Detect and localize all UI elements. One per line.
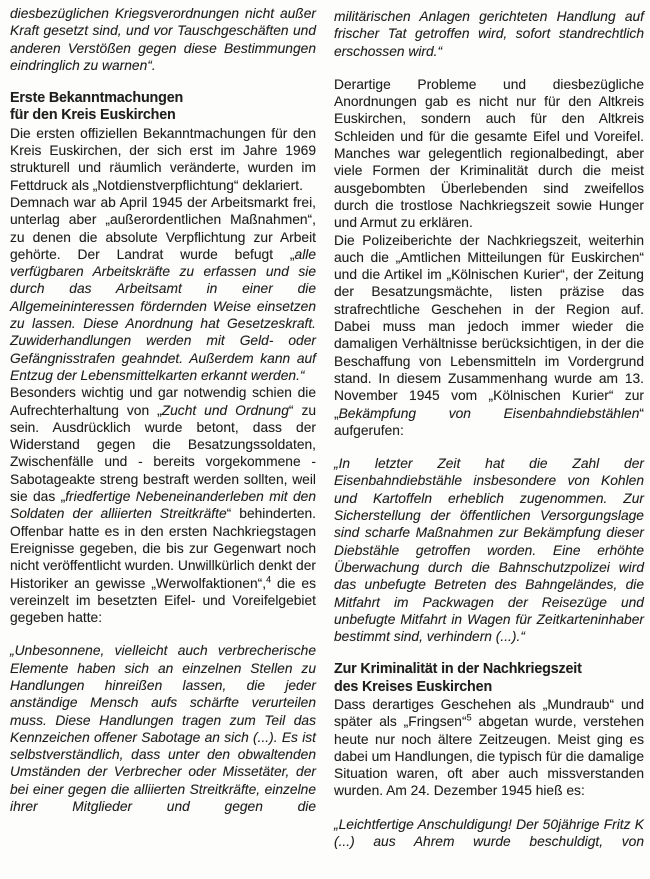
- inline-quote: Bekämpfung von Eisenbahndiebstählen: [338, 405, 640, 421]
- body-paragraph: [334, 696, 644, 800]
- inline-quote: Zucht und Ordnung: [161, 402, 289, 418]
- right-column: [334, 5, 644, 879]
- block-quote: „Unbesonnene, vielleicht auch verbrecherische Elemente haben sich an einzelnen Stellen zu Handlungen hinreißen lassen, die jeder anständige Mensch aufs schärfte verurteilen muss. Diese Handlungen tragen zum Teil das Kennzeichen offener Sabotage an sich (...). Es ist selbstverständlich, dass unter den obwaltenden Umständen der Verbrecher oder Missetäter, der bei einer gegen die alliierten Streitkräfte, einzelne ihrer Mitglieder und gegen die: [10, 643, 316, 815]
- body-paragraph: Die ersten offiziellen Bekanntmachungen für den Kreis Euskirchen, der sich erst im Jahre 1969 strukturell und räumlich veränderte, wurden im Fettdruck als „Notdienstverpflichtung“ deklariert.: [10, 125, 316, 193]
- paragraph-text: Besonders wichtig und gar notwendig schien die Aufrechterhaltung von „: [10, 385, 316, 418]
- body-paragraph: [10, 194, 316, 384]
- body-paragraph: [334, 232, 644, 440]
- paragraph-text: “ zu sein. Ausdrücklich wurde betont, dass der Widerstand gegen die Besatzungssoldaten, Zwischenfälle und - bereits vorgekommene - Sabotageakte streng bestraft werden sollten, weil sie das „: [10, 402, 317, 505]
- inline-quote: friedfertige Nebeneinanderleben mit den Soldaten der alliierten Streitkräfte: [10, 489, 316, 522]
- block-quote: „Leichtfertige Anschuldigung! Der 50jährige Fritz K (...) aus Ahrem wurde beschuldigt, von: [334, 816, 644, 850]
- quote-continuation: militärischen Anlagen gerichteten Handlung auf frischer Tat getroffen wird, sofort standrechtlich erschossen wird.“: [334, 9, 644, 59]
- block-quote: „In letzter Zeit hat die Zahl der Eisenbahndiebstähle insbesondere von Kohlen und Kartoffeln erheblich zugenommen. Zur Sicherstellung der öffentlichen Versorgungslage sind scharfe Maßnahmen zur Bekämpfung dieser Diebstähle getroffen worden. Eine erhöhte Überwachung durch die Bahnschutzpolizei wird das unbefugte Betreten des Bahngeländes, die Mitfahrt im Packwagen der Reisezüge und unbefugte Mitfahrt in Wagen für Zeitkarteninhaber bestimmt sind, verhindern (...).“: [334, 456, 644, 645]
- paragraph-text: Die Polizeiberichte der Nachkriegszeit, weiterhin auch die „Amtlichen Mitteilungen für Euskirchen“ und die Artikel im „Kölnischen Kurier“, der Zeitung der Besatzungsmächte, listen präzise das strafrechtliche Geschehen in der Region auf. Dabei muss man jedoch immer wieder die damaligen Verhältnisse berücksichtigen, in der die Beschaffung von Lebensmitteln im Vordergrund stand. In diesem Zusammenhang wurde am 13. November 1945 vom „Kölnischen Kurier“ zur „: [334, 232, 644, 421]
- paragraph-text: die es vereinzelt im besetzten Eifel- und Voreifelgebiet gegeben hatte:: [10, 575, 316, 626]
- paragraph-text: abgetan wurde, verstehen heute nur noch ältere Zeitzeugen. Meist ging es dabei um Handlungen, die typisch für die damalige Situation waren, oft aber auch missverstanden wurden. Am 24. Dezember 1945 hieß es:: [334, 714, 644, 799]
- quote-continuation: diesbezüglichen Kriegsverordnungen nicht außer Kraft gesetzt sind, und vor Tauschgeschäften und anderen Verstößen gegen diese Bestimmungen eindringlich zu warnen“.: [10, 6, 316, 73]
- paragraph-text: Demnach war ab April 1945 der Arbeitsmarkt frei, unterlag aber „außerordentlichen Maßnahmen“, zu denen die absolute Verpflichtung zur Arbeit gehörte. Der Landrat wurde befugt „: [10, 194, 316, 262]
- heading-line: Erste Bekanntmachungen: [10, 90, 184, 107]
- paragraph-text: “ behinderten. Offenbar hatte es in den ersten Nachkriegstagen Ereignisse gegeben, die bis zur Gegenwart noch nicht veröffentlicht wurden. Unwillkürlich denkt der Historiker an gewisse „Werwolfaktionen“,: [10, 506, 316, 591]
- footnote-ref-4: 4: [266, 573, 272, 584]
- body-paragraph: [10, 384, 316, 626]
- body-paragraph: Derartige Probleme und diesbezügliche Anordnungen gab es nicht nur für den Altkreis Euskirchen, sondern auch für den Altkreis Schleiden und für die gesamte Eifel und Voreifel. Manches war gelegentlich regionalbedingt, aber viele Formen der Kriminalität durch die meist ausgebombten Überlebenden sind zweifellos durch die trostlose Nachkriegszeit sowie Hunger und Armut zu erklären.: [334, 76, 644, 231]
- footnote-ref-5: 5: [466, 712, 472, 723]
- heading-line: für den Kreis Euskirchen: [10, 107, 176, 124]
- section-heading-zur-kriminalitaet: [334, 661, 644, 696]
- inline-quote: alle verfügbaren Arbeitskräfte zu erfassen und sie durch das Arbeitsamt in einer die Allgemeininteressen fördernden Weise einsetzen zu lassen. Diese Anordnung hat Gesetzeskraft. Zuwiderhandlungen werden mit Geld- oder Gefängnisstrafen geahndet. Außerdem kann auf Entzug der Lebensmittelkarten erkannt werden.“: [10, 246, 316, 383]
- left-column: [10, 5, 316, 879]
- heading-line: Zur Kriminalität in der Nachkriegszeit: [334, 661, 582, 678]
- heading-line: des Kreises Euskirchen: [334, 678, 493, 695]
- paragraph-text: “ aufgerufen:: [334, 405, 644, 438]
- paragraph-text: Dass derartiges Geschehen als „Mundraub“ und später als „Fringsen“: [334, 696, 644, 730]
- section-heading-erste-bekanntmachungen: [10, 90, 316, 125]
